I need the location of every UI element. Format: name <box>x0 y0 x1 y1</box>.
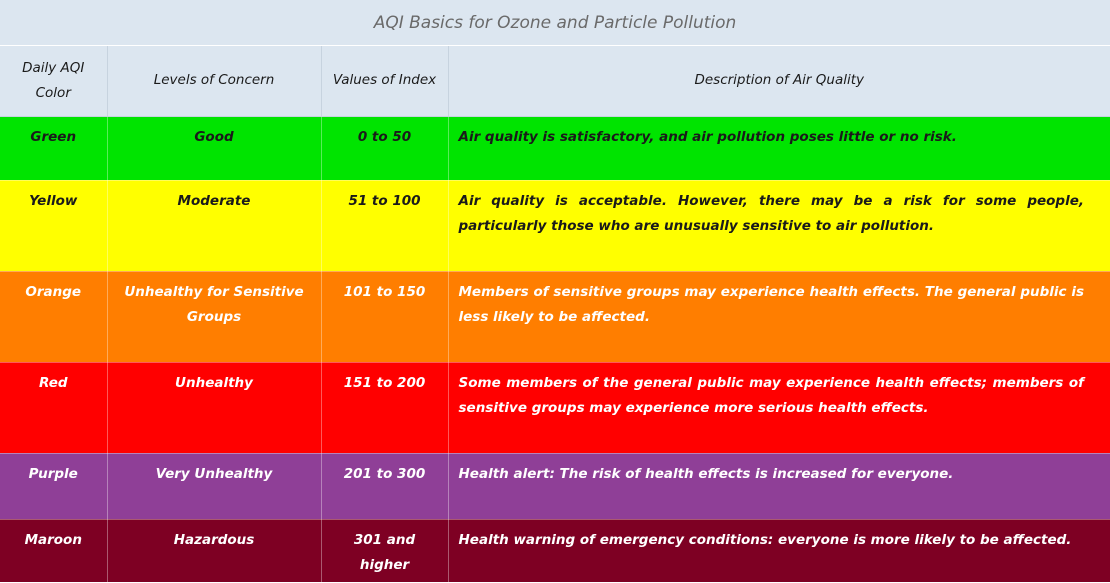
cell-values: 201 to 300 <box>321 453 448 519</box>
table-row-orange <box>0 271 1110 362</box>
cell-color: Purple <box>0 453 107 519</box>
cell-values: 0 to 50 <box>321 116 448 180</box>
cell-values: 301 and higher <box>321 519 448 582</box>
table-row-red <box>0 362 1110 453</box>
table-header <box>0 46 1110 116</box>
cell-values: 151 to 200 <box>321 362 448 453</box>
header-daily-aqi-color: Daily AQI Color <box>0 46 107 116</box>
cell-description: Health alert: The risk of health effects is increased for everyone. <box>448 453 1110 519</box>
cell-color: Yellow <box>0 180 107 271</box>
cell-color: Orange <box>0 271 107 362</box>
table-row-maroon <box>0 519 1110 582</box>
header-values-of-index: Values of Index <box>321 46 448 116</box>
cell-description: Some members of the general public may experience health effects; members of sensitive groups may experience more serious health effects. <box>448 362 1110 453</box>
header-row <box>0 46 1110 116</box>
table-row-purple <box>0 453 1110 519</box>
cell-color: Green <box>0 116 107 180</box>
cell-concern: Good <box>107 116 321 180</box>
table-row-green <box>0 116 1110 180</box>
header-description: Description of Air Quality <box>448 46 1110 116</box>
header-levels-of-concern: Levels of Concern <box>107 46 321 116</box>
cell-description: Members of sensitive groups may experience health effects. The general public is less likely to be affected. <box>448 271 1110 362</box>
cell-concern: Moderate <box>107 180 321 271</box>
cell-description: Health warning of emergency conditions: everyone is more likely to be affected. <box>448 519 1110 582</box>
cell-color: Red <box>0 362 107 453</box>
cell-description: Air quality is acceptable. However, there may be a risk for some people, particularly those who are unusually sensitive to air pollution. <box>448 180 1110 271</box>
cell-concern: Hazardous <box>107 519 321 582</box>
cell-concern: Unhealthy <box>107 362 321 453</box>
table-row-yellow <box>0 180 1110 271</box>
cell-values: 101 to 150 <box>321 271 448 362</box>
table-title: AQI Basics for Ozone and Particle Pollution <box>0 0 1110 46</box>
aqi-table <box>0 46 1110 583</box>
cell-concern: Very Unhealthy <box>107 453 321 519</box>
cell-values: 51 to 100 <box>321 180 448 271</box>
cell-color: Maroon <box>0 519 107 582</box>
cell-description: Air quality is satisfactory, and air pollution poses little or no risk. <box>448 116 1110 180</box>
table-body <box>0 116 1110 582</box>
cell-concern: Unhealthy for Sensitive Groups <box>107 271 321 362</box>
